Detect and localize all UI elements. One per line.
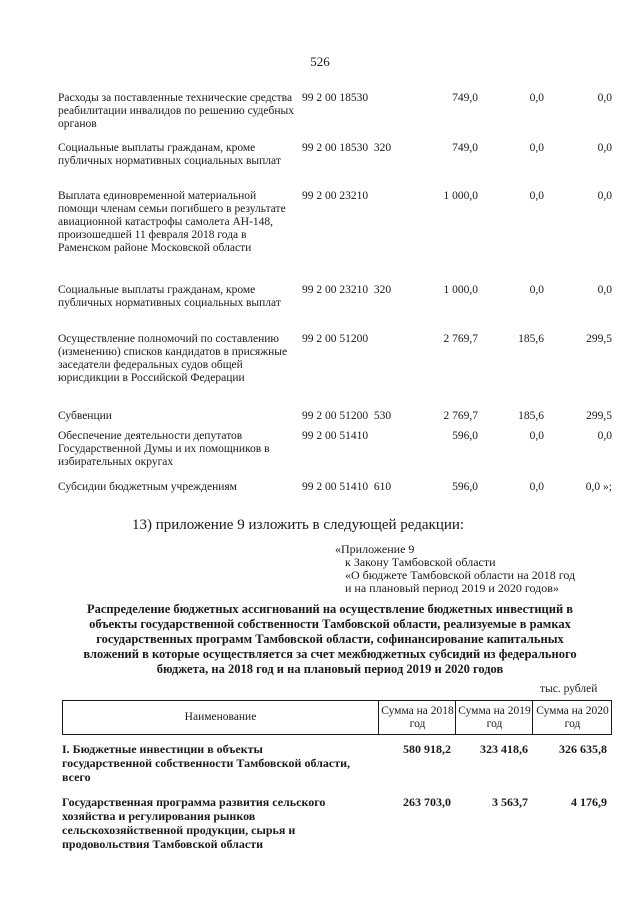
row-name: Расходы за поставленные технические средства реабилитации инвалидов по решению судебных органов <box>58 92 294 130</box>
row-code: 99 2 00 23210 320 <box>302 284 392 296</box>
row-value-2019: 185,6 <box>518 333 544 345</box>
row-value-2018: 2 769,7 <box>443 410 478 422</box>
row-value-2019: 0,0 <box>529 190 544 202</box>
row-code: 99 2 00 51410 610 <box>302 481 392 493</box>
row-code: 99 2 00 51200 530 <box>302 410 392 422</box>
row-name: Социальные выплаты гражданам, кроме публичных нормативных социальных выплат <box>58 142 281 167</box>
row-code: 99 2 00 18530 <box>302 92 369 104</box>
row-code: 99 2 00 51200 <box>302 333 369 345</box>
row-value-2019: 0,0 <box>529 92 544 104</box>
row-value-2018: 749,0 <box>452 142 478 154</box>
page-number: 526 <box>310 54 330 69</box>
row-value-2019: 185,6 <box>518 410 544 422</box>
appendix-heading <box>335 543 575 595</box>
row-name: Социальные выплаты гражданам, кроме публичных нормативных социальных выплат <box>58 284 281 309</box>
amendment-instruction: 13) приложение 9 изложить в следующей редакции: <box>132 517 465 533</box>
row-code: 99 2 00 18530 320 <box>302 142 392 154</box>
row-value-2018: 749,0 <box>452 92 478 104</box>
appendix-line: «Приложение 9 <box>335 542 415 556</box>
appendix-line: к Закону Тамбовской области <box>345 555 496 569</box>
row-value-2020: 299,5 <box>586 333 612 345</box>
row-value-2020: 4 176,9 <box>571 795 607 809</box>
row-value-2020: 0,0 <box>597 284 612 296</box>
row-value-2020: 326 635,8 <box>559 742 607 756</box>
row-value-2019: 0,0 <box>529 430 544 442</box>
row-name: Обеспечение деятельности депутатов Государственной Думы и их помощников в избирательных округах <box>58 430 270 468</box>
row-name: Государственная программа развития сельского хозяйства и регулирования рынков сельскохозяйственной продукции, сырья и продовольствия Тамбовской области <box>62 795 326 851</box>
row-value-2020: 0,0 <box>597 142 612 154</box>
row-code: 99 2 00 23210 <box>302 190 369 202</box>
row-value-2018: 2 769,7 <box>443 333 478 345</box>
row-value-2019: 0,0 <box>529 481 544 493</box>
units-label: тыс. рублей <box>540 683 598 695</box>
row-value-2019: 323 418,6 <box>480 742 528 756</box>
row-value-2018: 263 703,0 <box>403 795 451 809</box>
row-value-2018: 580 918,2 <box>403 742 451 756</box>
appendix-line: и на плановый период 2019 и 2020 годов» <box>345 581 559 595</box>
header-2020: Сумма на 2020 год <box>532 701 612 734</box>
row-value-2018: 1 000,0 <box>443 284 478 296</box>
row-name: Выплата единовременной материальной помощи членам семьи погибшего в результате авиационной катастрофы самолета АН-148, произошедшей 11 февраля 2018 года в Раменском районе Московской области <box>58 190 286 254</box>
row-value-2020: 0,0 <box>597 92 612 104</box>
header-2018: Сумма на 2018 год <box>378 701 456 734</box>
row-code: 99 2 00 51410 <box>302 430 369 442</box>
row-name: Осуществление полномочий по составлению (изменению) списков кандидатов в присяжные заседатели федеральных судов общей юрисдикции в Российской Федерации <box>58 333 288 384</box>
header-name: Наименование <box>184 711 257 723</box>
row-value-2020: 0,0 <box>597 190 612 202</box>
row-value-2019: 3 563,7 <box>492 795 528 809</box>
header-2019: Сумма на 2019 год <box>455 701 533 734</box>
row-value-2020: 0,0 »; <box>585 481 612 493</box>
row-name: Субсидии бюджетным учреждениям <box>58 481 237 493</box>
row-value-2020: 0,0 <box>597 430 612 442</box>
row-value-2019: 0,0 <box>529 142 544 154</box>
table-header <box>62 700 612 735</box>
row-value-2020: 299,5 <box>586 410 612 422</box>
appendix-line: «О бюджете Тамбовской области на 2018 год <box>345 568 576 582</box>
row-name: I. Бюджетные инвестиции в объекты государственной собственности Тамбовской области, всего <box>62 742 351 784</box>
row-value-2018: 596,0 <box>452 430 478 442</box>
row-name: Субвенции <box>58 410 112 422</box>
row-value-2018: 1 000,0 <box>443 190 478 202</box>
section-title: Распределение бюджетных ассигнований на осуществление бюджетных инвестиций в объекты государственной собственности Тамбовской области, реализуемые в рамках государственных программ Тамбовской области, софинансирование капитальных вложений в которые осуществляется за счет межбюджетных субсидий из федерального бюджета, на 2018 год и на плановый период 2019 и 2020 годов <box>83 602 577 676</box>
row-value-2018: 596,0 <box>452 481 478 493</box>
row-value-2019: 0,0 <box>529 284 544 296</box>
